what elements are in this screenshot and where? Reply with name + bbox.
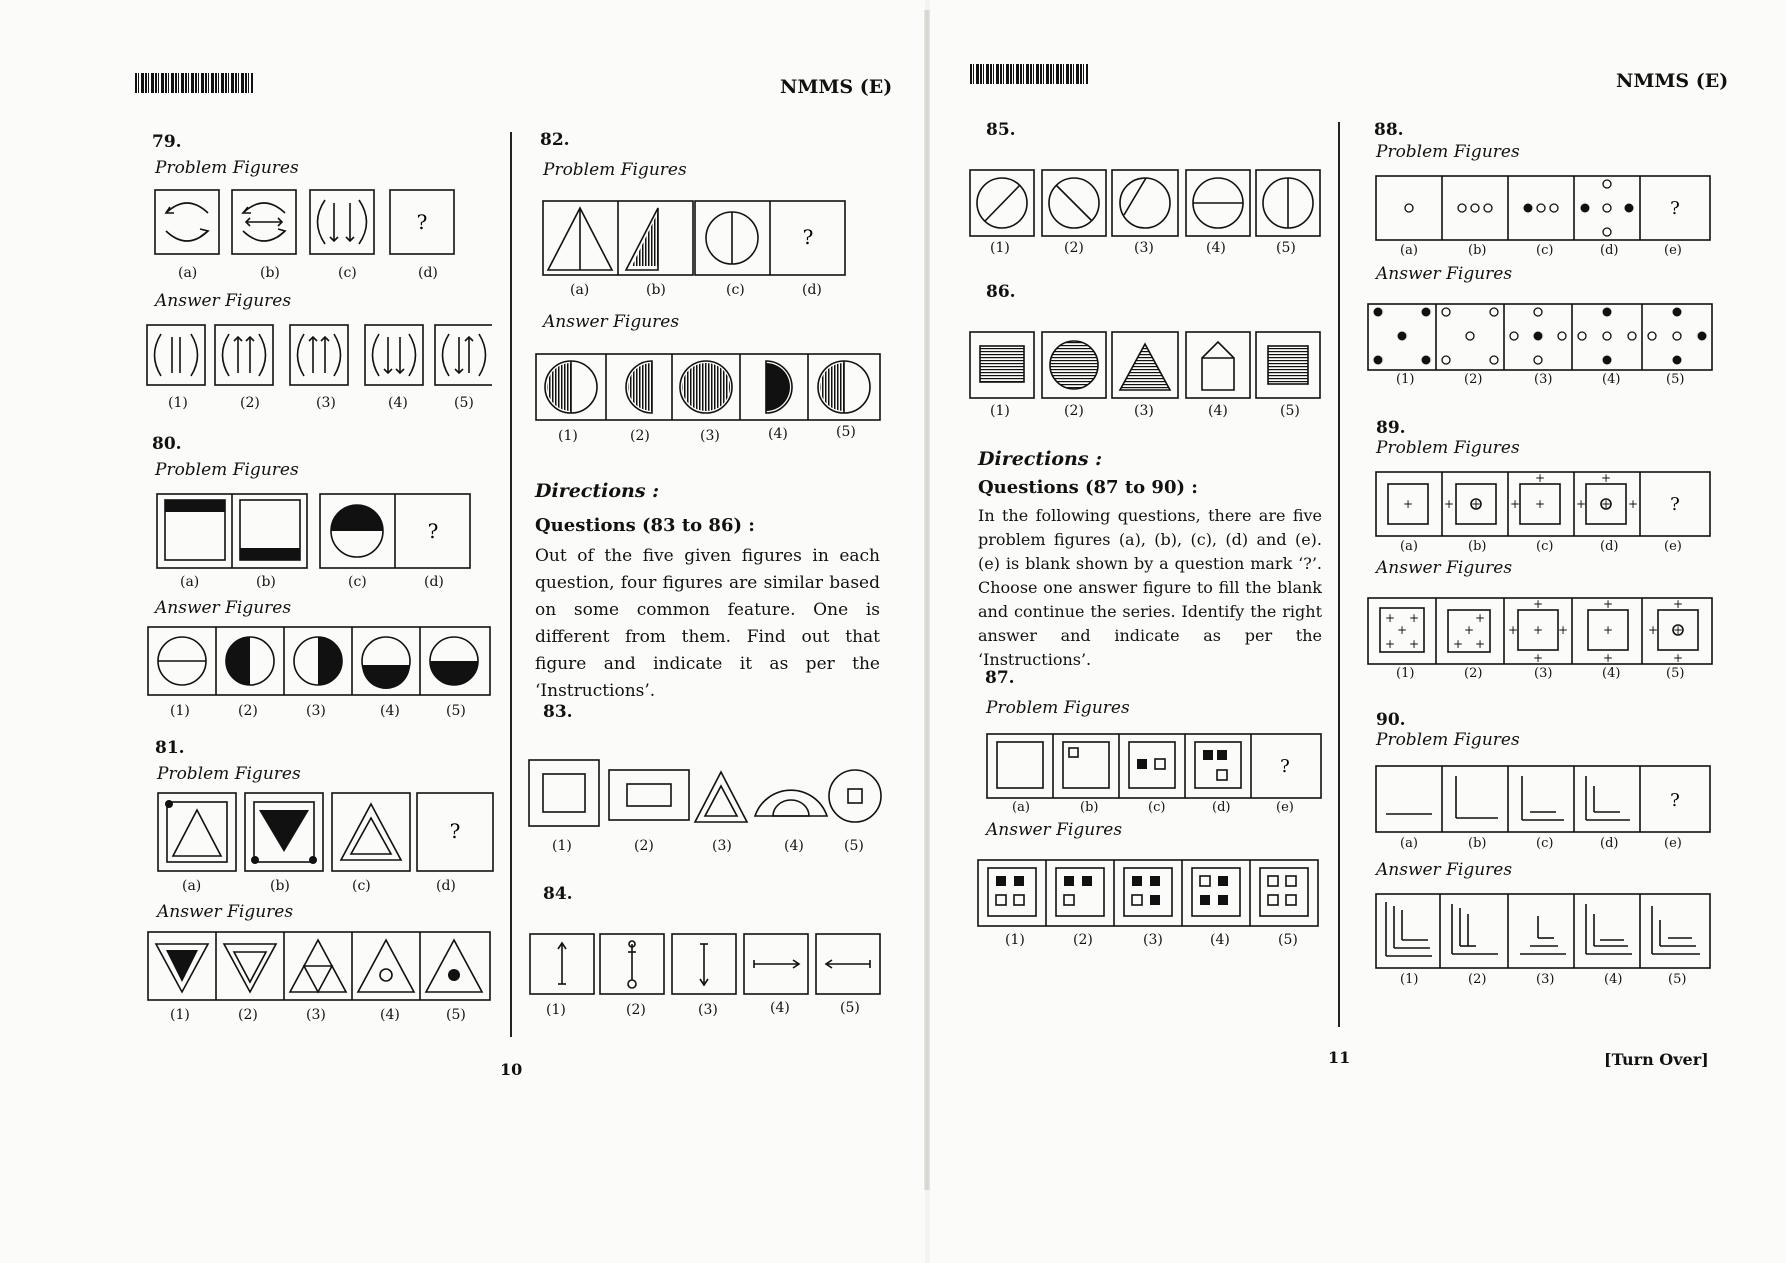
- barcode-right: [970, 64, 1088, 84]
- q87-question-mark: ?: [1280, 756, 1290, 777]
- q87-answer-figures: [976, 858, 1321, 930]
- q81-ans-5: (5): [446, 1007, 466, 1023]
- question-number-86: 86.: [986, 282, 1016, 302]
- q82-ans-5: (5): [836, 424, 856, 440]
- q79-ans-4: (4): [388, 395, 408, 411]
- q80-label-b: (b): [256, 574, 276, 590]
- q88-answer-figures: [1366, 302, 1716, 374]
- svg-text:+: +: [1602, 651, 1614, 665]
- q90-label-e: (e): [1664, 836, 1682, 851]
- svg-text:+: +: [1647, 623, 1659, 637]
- q82-label-a: (a): [570, 282, 590, 298]
- svg-text:+: +: [1474, 611, 1486, 625]
- q88-ans-4: (4): [1602, 372, 1621, 387]
- q86-label-3: (3): [1134, 403, 1154, 419]
- directions-title-83-86: Directions :: [535, 480, 660, 502]
- header-code-left: NMMS (E): [780, 76, 893, 98]
- q89-label-b: (b): [1468, 539, 1487, 554]
- q86-label-2: (2): [1064, 403, 1084, 419]
- q90-problem-heading: Problem Figures: [1376, 730, 1520, 750]
- q84-label-2: (2): [626, 1002, 646, 1018]
- q89-ans-2: (2): [1464, 666, 1483, 681]
- q82-label-d: (d): [802, 282, 822, 298]
- q90-ans-2: (2): [1468, 972, 1487, 987]
- q90-ans-5: (5): [1668, 972, 1687, 987]
- q89-label-c: (c): [1536, 539, 1554, 554]
- barcode-left: [135, 73, 253, 93]
- svg-text:+: +: [1534, 471, 1546, 485]
- header-code-right: NMMS (E): [1616, 70, 1729, 92]
- q80-problem-heading: Problem Figures: [155, 460, 299, 480]
- question-number-81: 81.: [155, 738, 185, 758]
- svg-text:+: +: [1408, 611, 1420, 625]
- q82-ans-1: (1): [558, 428, 578, 444]
- q88-problem-heading: Problem Figures: [1376, 142, 1520, 162]
- turn-over-note: [Turn Over]: [1604, 1050, 1709, 1069]
- q79-label-b: (b): [260, 265, 280, 281]
- q88-label-b: (b): [1468, 243, 1487, 258]
- q82-question-mark: ?: [802, 225, 814, 249]
- q79-label-d: (d): [418, 265, 438, 281]
- svg-text:+: +: [1602, 597, 1614, 611]
- question-number-84: 84.: [543, 884, 573, 904]
- q88-label-c: (c): [1536, 243, 1554, 258]
- q84-label-5: (5): [840, 1000, 860, 1016]
- q86-label-4: (4): [1208, 403, 1228, 419]
- svg-text:+: +: [1532, 597, 1544, 611]
- svg-text:+: +: [1532, 623, 1544, 637]
- q90-ans-3: (3): [1536, 972, 1555, 987]
- directions-questions-83-86: Questions (83 to 86) :: [535, 515, 755, 536]
- q80-ans-4: (4): [380, 703, 400, 719]
- svg-text:+: +: [1408, 637, 1420, 651]
- svg-text:+: +: [1602, 623, 1614, 637]
- q83-label-4: (4): [784, 838, 804, 854]
- q79-label-c: (c): [338, 265, 357, 281]
- svg-text:+: +: [1672, 623, 1684, 637]
- q80-label-c: (c): [348, 574, 367, 590]
- q87-label-a: (a): [1012, 800, 1030, 815]
- svg-text:+: +: [1402, 497, 1414, 511]
- question-number-79: 79.: [152, 132, 182, 152]
- q85-label-4: (4): [1206, 240, 1226, 256]
- q89-ans-3: (3): [1534, 666, 1553, 681]
- svg-text:+: +: [1672, 651, 1684, 665]
- q82-ans-4: (4): [768, 426, 788, 442]
- q87-label-e: (e): [1276, 800, 1294, 815]
- q79-problem-heading: Problem Figures: [155, 158, 299, 178]
- q82-answer-figures: [534, 352, 884, 424]
- q88-ans-2: (2): [1464, 372, 1483, 387]
- q90-answer-figures: [1374, 892, 1714, 972]
- q80-ans-1: (1): [170, 703, 190, 719]
- q82-ans-3: (3): [700, 428, 720, 444]
- q87-label-b: (b): [1080, 800, 1099, 815]
- q81-ans-2: (2): [238, 1007, 258, 1023]
- svg-text:+: +: [1600, 471, 1612, 485]
- svg-text:+: +: [1627, 497, 1639, 511]
- q89-label-a: (a): [1400, 539, 1418, 554]
- q86-label-1: (1): [990, 403, 1010, 419]
- q89-ans-4: (4): [1602, 666, 1621, 681]
- question-number-85: 85.: [986, 120, 1016, 140]
- svg-text:+: +: [1557, 623, 1569, 637]
- q81-problem-heading: Problem Figures: [157, 764, 301, 784]
- q83-label-3: (3): [712, 838, 732, 854]
- column-divider-right: [1338, 122, 1340, 1027]
- q87-problem-heading: Problem Figures: [986, 698, 1130, 718]
- page-fold: [924, 10, 930, 1190]
- q79-ans-2: (2): [240, 395, 260, 411]
- q82-ans-2: (2): [630, 428, 650, 444]
- q87-ans-3: (3): [1143, 932, 1163, 948]
- q82-problem-heading: Problem Figures: [543, 160, 687, 180]
- svg-text:+: +: [1443, 497, 1455, 511]
- q82-label-c: (c): [726, 282, 745, 298]
- q80-question-mark: ?: [427, 519, 439, 543]
- q81-label-d: (d): [436, 878, 456, 894]
- q81-ans-1: (1): [170, 1007, 190, 1023]
- question-number-89: 89.: [1376, 418, 1406, 438]
- q79-answer-heading: Answer Figures: [155, 291, 292, 311]
- q85-figures: [968, 168, 1323, 240]
- svg-text:+: +: [1534, 497, 1546, 511]
- q89-label-d: (d): [1600, 539, 1619, 554]
- q90-ans-1: (1): [1400, 972, 1419, 987]
- q85-label-3: (3): [1134, 240, 1154, 256]
- q88-label-e: (e): [1664, 243, 1682, 258]
- q87-ans-1: (1): [1005, 932, 1025, 948]
- svg-text:+: +: [1672, 597, 1684, 611]
- svg-text:+: +: [1532, 651, 1544, 665]
- q87-label-d: (d): [1212, 800, 1231, 815]
- q88-ans-3: (3): [1534, 372, 1553, 387]
- q89-ans-5: (5): [1666, 666, 1685, 681]
- q83-figures: [525, 752, 885, 832]
- q88-label-a: (a): [1400, 243, 1418, 258]
- q81-label-c: (c): [352, 878, 371, 894]
- q88-question-mark: ?: [1670, 198, 1680, 219]
- q80-problem-figures: [155, 492, 475, 572]
- q88-problem-figures: [1374, 174, 1714, 244]
- page-number-right: 11: [1328, 1048, 1351, 1067]
- q79-answer-figures: [142, 320, 492, 395]
- q84-label-1: (1): [546, 1002, 566, 1018]
- page-number-left: 10: [500, 1060, 523, 1079]
- q87-problem-figures: [985, 732, 1325, 802]
- svg-text:+: +: [1600, 497, 1612, 511]
- q90-label-a: (a): [1400, 836, 1418, 851]
- q85-label-5: (5): [1276, 240, 1296, 256]
- q83-label-2: (2): [634, 838, 654, 854]
- q89-answer-figures: [1366, 596, 1716, 668]
- q82-problem-figures: [540, 198, 850, 278]
- q85-label-1: (1): [990, 240, 1010, 256]
- q81-answer-figures: [146, 930, 496, 1005]
- q87-ans-4: (4): [1210, 932, 1230, 948]
- q80-ans-5: (5): [446, 703, 466, 719]
- q89-problem-figures: [1374, 470, 1714, 540]
- svg-text:+: +: [1509, 497, 1521, 511]
- q81-question-mark: ?: [449, 819, 461, 843]
- q79-question-mark: ?: [416, 210, 428, 234]
- q81-problem-figures: [155, 790, 495, 875]
- q80-label-d: (d): [424, 574, 444, 590]
- q79-ans-5: (5): [454, 395, 474, 411]
- q89-question-mark: ?: [1670, 494, 1680, 515]
- q82-label-b: (b): [646, 282, 666, 298]
- q88-label-d: (d): [1600, 243, 1619, 258]
- svg-text:+: +: [1575, 497, 1587, 511]
- q89-ans-1: (1): [1396, 666, 1415, 681]
- directions-questions-87-90: Questions (87 to 90) :: [978, 477, 1198, 498]
- q89-answer-heading: Answer Figures: [1376, 558, 1513, 578]
- q85-label-2: (2): [1064, 240, 1084, 256]
- q82-answer-heading: Answer Figures: [543, 312, 680, 332]
- question-number-80: 80.: [152, 434, 182, 454]
- q81-ans-4: (4): [380, 1007, 400, 1023]
- q79-ans-3: (3): [316, 395, 336, 411]
- q90-question-mark: ?: [1670, 790, 1680, 811]
- q86-figures: [968, 330, 1323, 402]
- q89-problem-heading: Problem Figures: [1376, 438, 1520, 458]
- q90-label-c: (c): [1536, 836, 1554, 851]
- q90-problem-figures: [1374, 764, 1714, 836]
- q81-answer-heading: Answer Figures: [157, 902, 294, 922]
- q80-ans-3: (3): [306, 703, 326, 719]
- q87-ans-2: (2): [1073, 932, 1093, 948]
- q90-answer-heading: Answer Figures: [1376, 860, 1513, 880]
- q81-label-a: (a): [182, 878, 202, 894]
- question-number-82: 82.: [540, 130, 570, 150]
- svg-text:+: +: [1384, 637, 1396, 651]
- q88-ans-1: (1): [1396, 372, 1415, 387]
- q84-label-4: (4): [770, 1000, 790, 1016]
- q84-figures: [528, 932, 883, 1000]
- directions-text-83-86: Out of the five given figures in each question, four figures are similar based on some common feature. One is different from them. Find out that figure and indicate it as per the ‘Instructions’.: [535, 546, 880, 701]
- q88-answer-heading: Answer Figures: [1376, 264, 1513, 284]
- svg-text:+: +: [1470, 497, 1482, 511]
- q87-ans-5: (5): [1278, 932, 1298, 948]
- q90-label-b: (b): [1468, 836, 1487, 851]
- q80-ans-2: (2): [238, 703, 258, 719]
- column-divider-left: [510, 132, 512, 1037]
- q90-ans-4: (4): [1604, 972, 1623, 987]
- question-number-88: 88.: [1374, 120, 1404, 140]
- q81-label-b: (b): [270, 878, 290, 894]
- question-number-90: 90.: [1376, 710, 1406, 730]
- question-number-87: 87.: [985, 668, 1015, 688]
- directions-text-87-90: In the following questions, there are five problem figures (a), (b), (c), (d) and (e). (e) is blank shown by a question mark ‘?’. Choose one answer figure to fill the blank and continue the series. Identify the right answer and indicate as per the ‘Instructions’.: [978, 506, 1322, 669]
- q83-label-1: (1): [552, 838, 572, 854]
- directions-title-87-90: Directions :: [978, 448, 1103, 470]
- q87-label-c: (c): [1148, 800, 1166, 815]
- q81-ans-3: (3): [306, 1007, 326, 1023]
- q80-label-a: (a): [180, 574, 200, 590]
- q88-ans-5: (5): [1666, 372, 1685, 387]
- svg-text:+: +: [1463, 623, 1475, 637]
- svg-text:+: +: [1396, 623, 1408, 637]
- q79-ans-1: (1): [168, 395, 188, 411]
- q83-label-5: (5): [844, 838, 864, 854]
- svg-text:+: +: [1507, 623, 1519, 637]
- q79-label-a: (a): [178, 265, 198, 281]
- q86-label-5: (5): [1280, 403, 1300, 419]
- svg-text:+: +: [1452, 637, 1464, 651]
- q84-label-3: (3): [698, 1002, 718, 1018]
- svg-text:+: +: [1474, 637, 1486, 651]
- question-number-83: 83.: [543, 702, 573, 722]
- q80-answer-figures: [146, 625, 496, 700]
- q89-label-e: (e): [1664, 539, 1682, 554]
- svg-text:+: +: [1384, 611, 1396, 625]
- q80-answer-heading: Answer Figures: [155, 598, 292, 618]
- q90-label-d: (d): [1600, 836, 1619, 851]
- q87-answer-heading: Answer Figures: [986, 820, 1123, 840]
